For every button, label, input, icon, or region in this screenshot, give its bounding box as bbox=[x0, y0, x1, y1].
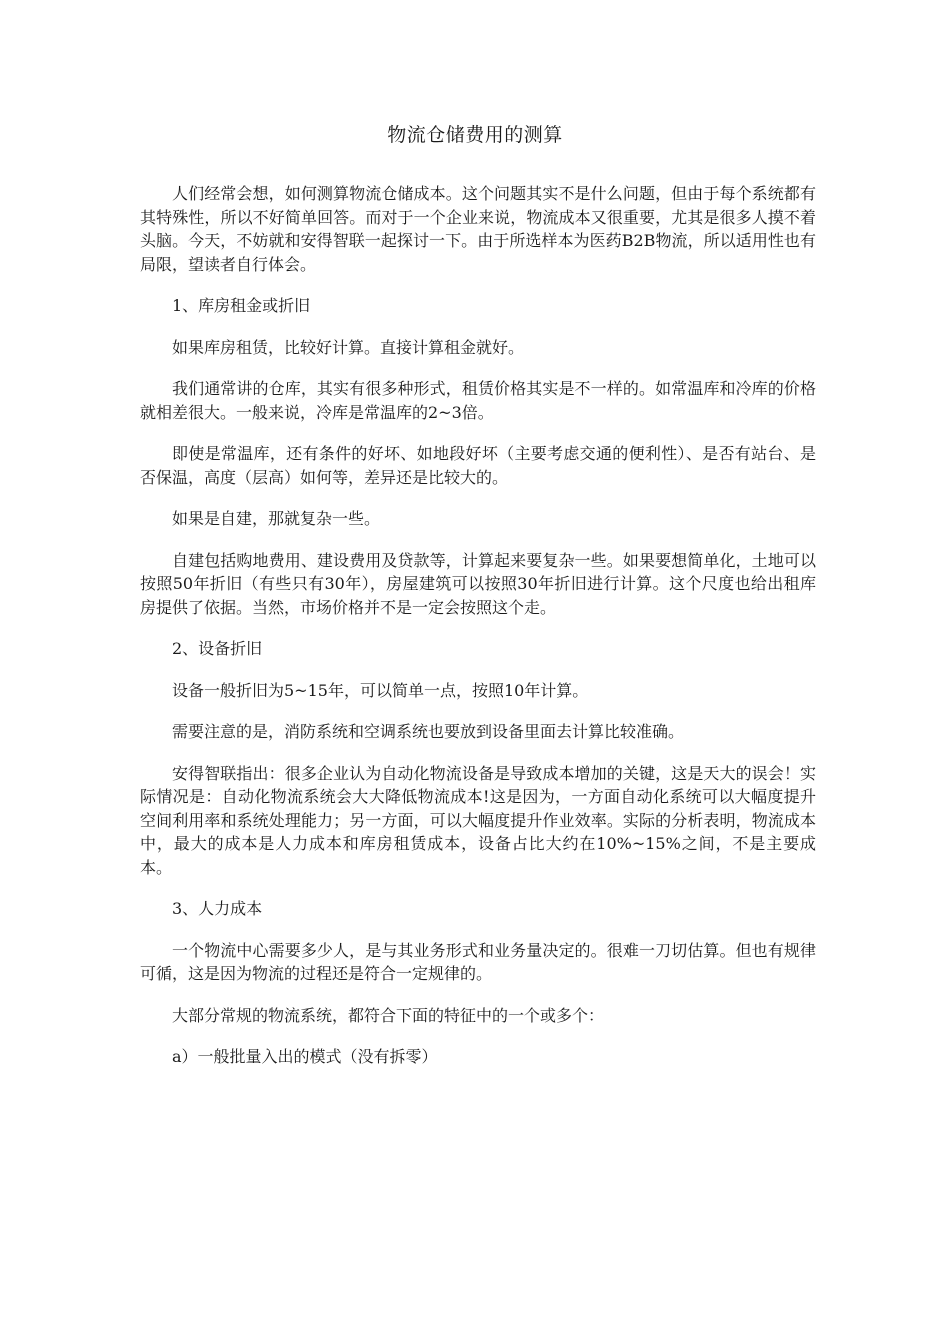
paragraph: 一个物流中心需要多少人，是与其业务形式和业务量决定的。很难一刀切估算。但也有规律可循，这是因为物流的过程还是符合一定规律的。 bbox=[140, 940, 816, 983]
paragraph: 安得智联指出：很多企业认为自动化物流设备是导致成本增加的关键，这是天大的误会！实际情况是：自动化物流系统会大大降低物流成本!这是因为，一方面自动化系统可以大幅度提升空间利用率和系统处理能力；另一方面，可以大幅度提升作业效率。实际的分析表明，物流成本中，最大的成本是人力成本和库房租赁成本，设备占比大约在10%~15%之间，不是主要成本。 bbox=[140, 763, 816, 877]
paragraph: 如果是自建，那就复杂一些。 bbox=[172, 509, 381, 528]
section-heading-1: 1、库房租金或折旧 bbox=[172, 296, 311, 315]
document-title: 物流仓储费用的测算 bbox=[387, 124, 563, 146]
paragraph-intro: 人们经常会想，如何测算物流仓储成本。这个问题其实不是什么问题，但由于每个系统都有其特殊性，所以不好简单回答。而对于一个企业来说，物流成本又很重要，尤其是很多人摸不着头脑。今天，不妨就和安得智联一起探讨一下。由于所选样本为医药B2B物流，所以适用性也有局限，望读者自行体会。 bbox=[140, 184, 816, 274]
paragraph: 如果库房租赁，比较好计算。直接计算租金就好。 bbox=[172, 337, 525, 357]
section-heading-3: 3、人力成本 bbox=[172, 899, 263, 918]
paragraph: 即使是常温库，还有条件的好坏、如地段好坏（主要考虑交通的便利性）、是否有站台、是否保温，高度（层高）如何等，差异还是比较大的。 bbox=[140, 444, 816, 487]
paragraph: 我们通常讲的仓库，其实有很多种形式，租赁价格其实是不一样的。如常温库和冷库的价格就相差很大。一般来说，冷库是常温库的2~3倍。 bbox=[140, 379, 816, 422]
document-body bbox=[140, 182, 816, 1087]
paragraph: 设备一般折旧为5~15年，可以简单一点，按照10年计算。 bbox=[172, 680, 589, 700]
list-item-a: a）一般批量入出的模式（没有拆零） bbox=[172, 1047, 438, 1066]
section-heading-2: 2、设备折旧 bbox=[172, 639, 263, 658]
paragraph: 大部分常规的物流系统，都符合下面的特征中的一个或多个： bbox=[172, 1005, 605, 1025]
paragraph: 自建包括购地费用、建设费用及贷款等，计算起来要复杂一些。如果要想简单化，土地可以按照50年折旧（有些只有30年），房屋建筑可以按照30年折旧进行计算。这个尺度也给出租库房提供了依据。当然，市场价格并不是一定会按照这个走。 bbox=[140, 550, 816, 617]
paragraph: 需要注意的是，消防系统和空调系统也要放到设备里面去计算比较准确。 bbox=[172, 722, 685, 741]
